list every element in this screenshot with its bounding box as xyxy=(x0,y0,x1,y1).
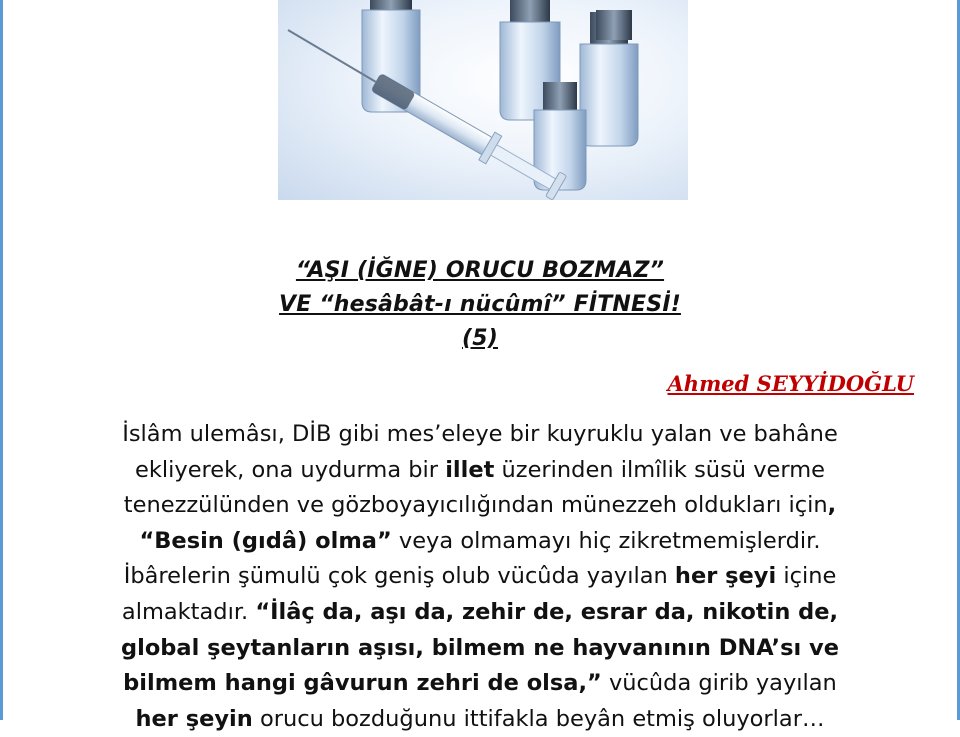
page-frame-left xyxy=(0,0,3,720)
body-line: bilmem hangi gâvurun zehri de olsa,” vücûda girib yayılan xyxy=(123,670,837,697)
body-line: her şeyin orucu bozduğunu ittifakla beyân etmiş oluyorlar… xyxy=(135,705,825,732)
article-title-line-2: VE “hesâbât-ı nücûmî” FİTNESİ! xyxy=(279,292,681,317)
article-part-number: (5) xyxy=(461,326,499,351)
body-line: İslâm ulemâsı, DİB gibi mes’eleye bir kuyruklu yalan ve bahâne xyxy=(122,421,838,447)
article-body xyxy=(20,417,940,737)
body-line: tenezzülünden ve gözboyayıcılığından münezzeh oldukları için, xyxy=(123,492,837,519)
body-line: ekliyerek, ona uydurma bir illet üzerinden ilmîlik süsü verme xyxy=(135,456,825,483)
body-line: global şeytanların aşısı, bilmem ne hayvanının DNA’sı ve xyxy=(121,634,839,661)
article-title-line-1: “AŞI (İĞNE) ORUCU BOZMAZ” xyxy=(295,258,665,283)
body-line: “Besin (gıdâ) olma” veya olmamayı hiç zikretmemişlerdir. xyxy=(139,527,821,554)
body-line: İbârelerin şümulü çok geniş olub vücûda yayılan her şeyi içine xyxy=(123,563,837,590)
vaccine-vials-and-syringe-image xyxy=(278,0,688,200)
author-name: Ahmed SEYYİDOĞLU xyxy=(667,371,914,396)
body-line: almaktadır. “İlâç da, aşı da, zehir de, esrar da, nikotin de, xyxy=(121,598,839,625)
